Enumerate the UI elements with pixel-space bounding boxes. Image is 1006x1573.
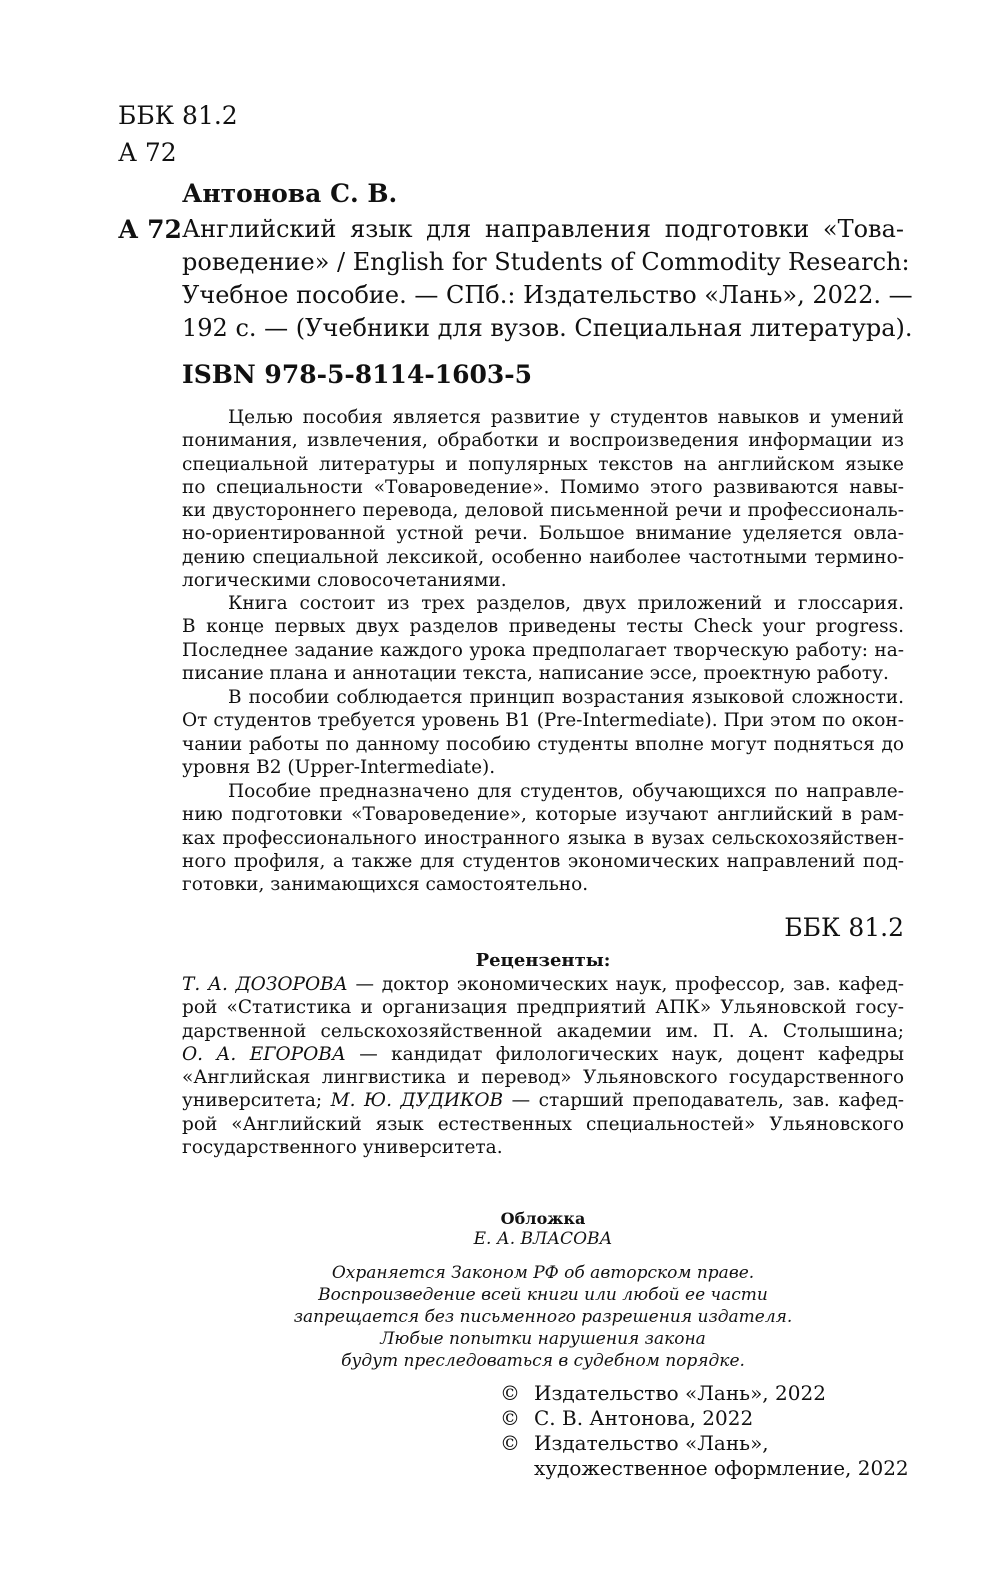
copyright-icon: © xyxy=(500,1406,520,1430)
abstract-line: нию подготовки «Товароведение», которые изучают английский в рам- xyxy=(182,804,904,826)
copyright-line: © Издательство «Лань», 2022 xyxy=(500,1381,826,1405)
reviewer-line: государственного университета. xyxy=(182,1137,503,1159)
bibliographic-description xyxy=(182,213,913,345)
author-mark-top: А 72 xyxy=(118,138,177,167)
notice-line: будут преследоваться в судебном порядке. xyxy=(341,1351,745,1371)
reviewers-list xyxy=(182,973,904,1159)
abstract-line: дению специальной лексикой, особенно наиболее частотными термино- xyxy=(182,546,904,568)
abstract-line: ках профессионального иностранного языка в вузах сельскохозяйствен- xyxy=(182,827,904,849)
cover-heading: Обложка xyxy=(500,1209,586,1228)
abstract-line: специальной литературы и популярных текстов на английском языке xyxy=(182,453,904,475)
notice-line: Любые попытки нарушения закона xyxy=(380,1329,706,1349)
abstract-line: ки двустороннего перевода, деловой письменной речи и профессиональ- xyxy=(182,500,904,522)
reviewer-line: «Английская лингвистика и перевод» Ульяновского государственного xyxy=(182,1067,904,1089)
description-line: Учебное пособие. — СПб.: Издательство «Лань», 2022. — xyxy=(182,281,913,309)
cover-designer: Е. А. ВЛАСОВА xyxy=(473,1229,613,1249)
abstract-line: уровня B2 (Upper-Intermediate). xyxy=(182,756,496,778)
abstract-line: понимания, извлечения, обработки и воспроизведения информации из xyxy=(182,430,904,452)
copyright-line: © Издательство «Лань», xyxy=(500,1431,769,1455)
abstract-line: В конце первых двух разделов приведены тесты Check your progress. xyxy=(182,616,904,638)
abstract-line: ного профиля, а также для студентов экономических направлений под- xyxy=(182,850,904,872)
copyright-icon: © xyxy=(500,1431,520,1455)
copyright-lines xyxy=(500,1381,910,1481)
abstract-line: В пособии соблюдается принцип возрастания языковой сложности. xyxy=(228,687,904,708)
reviewer-name: О. А. ЕГОРОВА xyxy=(182,1043,346,1065)
copyright-icon: © xyxy=(500,1381,520,1405)
reviewer-line: рой «Английский язык естественных специальностей» Ульяновского xyxy=(182,1113,904,1135)
reviewer-name: Т. А. ДОЗОРОВА xyxy=(182,974,348,995)
copyright-line: © С. В. Антонова, 2022 xyxy=(500,1406,754,1430)
notice-line: Охраняется Законом РФ об авторском праве. xyxy=(331,1263,755,1283)
author-name: Антонова С. В. xyxy=(182,179,398,208)
reviewers-heading: Рецензенты: xyxy=(475,950,611,971)
reviewer-line: Т. А. ДОЗОРОВА — доктор экономических наук, профессор, зав. кафед- xyxy=(182,974,904,995)
abstract-line: Последнее задание каждого урока предполагает творческую работу: на- xyxy=(182,639,904,661)
notice-line: Воспроизведение всей книги или любой ее части xyxy=(318,1285,768,1305)
abstract-line: логическими словосочетаниями. xyxy=(182,570,507,592)
reviewer-line: О. А. ЕГОРОВА — кандидат филологических наук, доцент кафедры xyxy=(182,1043,904,1065)
abstract-line: Книга состоит из трех разделов, двух приложений и глоссария. xyxy=(228,593,904,614)
abstract-paragraph-1 xyxy=(182,406,904,592)
author-mark-entry: А 72 xyxy=(118,215,182,244)
abstract-paragraph-3 xyxy=(182,686,904,779)
abstract-line: От студентов требуется уровень B1 (Pre-Intermediate). При этом по окон- xyxy=(182,710,904,732)
isbn: ISBN 978-5-8114-1603-5 xyxy=(182,360,533,389)
abstract-paragraph-2 xyxy=(182,592,904,685)
copyright-line: художественное оформление, 2022 xyxy=(534,1456,909,1480)
reviewer-line: рой «Статистика и организация предприятий АПК» Ульяновской госу- xyxy=(182,997,904,1019)
description-line: роведение» / English for Students of Commodity Research: xyxy=(182,248,910,276)
abstract-line: готовки, занимающихся самостоятельно. xyxy=(182,874,589,896)
notice-line: запрещается без письменного разрешения издателя. xyxy=(293,1307,793,1327)
abstract-line: чании работы по данному пособию студенты вполне могут подняться до xyxy=(182,733,904,755)
description-line: Английский язык для направления подготовки «Това- xyxy=(182,215,904,243)
abstract-line: Целью пособия является развитие у студентов навыков и умений xyxy=(228,407,904,428)
abstract-line: Пособие предназначено для студентов, обучающихся по направле- xyxy=(228,781,904,802)
reviewer-name: М. Ю. ДУДИКОВ xyxy=(330,1090,504,1112)
abstract-paragraph-4 xyxy=(182,780,904,896)
reviewer-line: университета; М. Ю. ДУДИКОВ — старший преподаватель, зав. кафед- xyxy=(182,1090,904,1112)
reviewer-line: дарственной сельскохозяйственной академии им. П. А. Столышина; xyxy=(182,1020,904,1042)
copyright-notice xyxy=(182,1262,904,1372)
bbk-code-bottom: ББК 81.2 xyxy=(784,913,904,942)
abstract-line: по специальности «Товароведение». Помимо этого развиваются навы- xyxy=(182,476,904,498)
abstract-line: но-ориентированной устной речи. Большое внимание уделяется овла- xyxy=(182,523,904,545)
description-line: 192 с. — (Учебники для вузов. Специальная литература). xyxy=(182,314,913,342)
bbk-code-top: ББК 81.2 xyxy=(118,101,238,130)
abstract-line: писание плана и аннотации текста, написание эссе, проектную работу. xyxy=(182,662,889,684)
